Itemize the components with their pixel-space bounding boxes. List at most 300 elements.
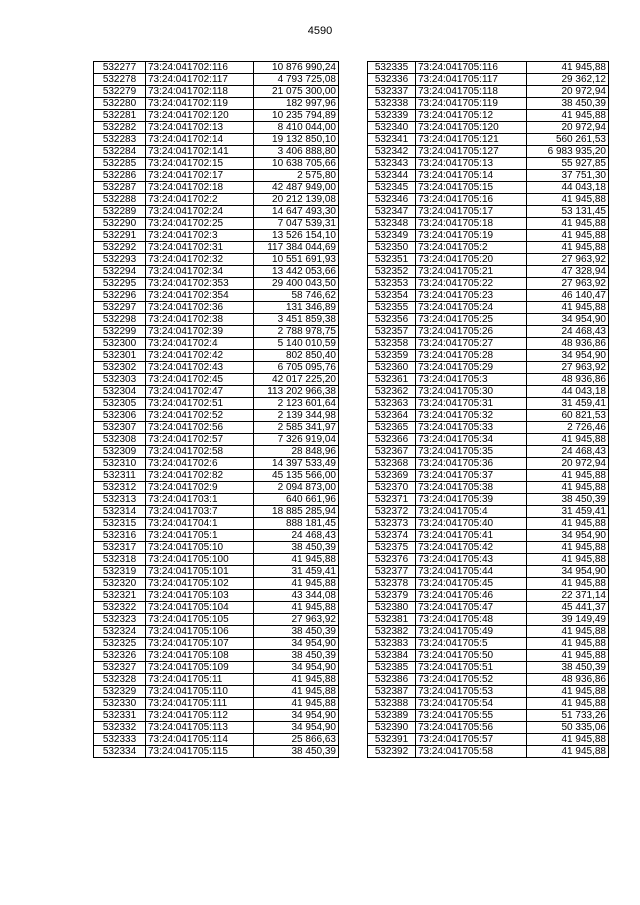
row-number-cell: 532311 (94, 470, 146, 482)
value-cell: 20 972,94 (527, 86, 609, 98)
cadastral-number-cell: 73:24:041705:117 (416, 74, 527, 86)
row-number-cell: 532295 (94, 278, 146, 290)
page-number: 4590 (307, 25, 333, 37)
cadastral-number-cell: 73:24:041702:58 (146, 446, 254, 458)
value-cell: 182 997,96 (254, 98, 339, 110)
cadastral-number-cell: 73:24:041705:114 (146, 734, 254, 746)
row-number-cell: 532330 (94, 698, 146, 710)
table-row (368, 602, 609, 614)
value-cell: 8 410 044,00 (254, 122, 339, 134)
cadastral-number-cell: 73:24:041702:39 (146, 326, 254, 338)
table-row (368, 362, 609, 374)
table-row (368, 566, 609, 578)
cadastral-number-cell: 73:24:041705:13 (416, 158, 527, 170)
table-row (94, 578, 339, 590)
table-row (368, 506, 609, 518)
cadastral-number-cell: 73:24:041702:25 (146, 218, 254, 230)
cadastral-number-cell: 73:24:041705:121 (416, 134, 527, 146)
row-number-cell: 532357 (368, 326, 416, 338)
cadastral-number-cell: 73:24:041705:28 (416, 350, 527, 362)
table-row (368, 458, 609, 470)
table-row (94, 62, 339, 74)
value-cell: 2 139 344,98 (254, 410, 339, 422)
cadastral-number-cell: 73:24:041705:50 (416, 650, 527, 662)
cadastral-number-cell: 73:24:041705:58 (416, 746, 527, 758)
row-number-cell: 532301 (94, 350, 146, 362)
cadastral-number-cell: 73:24:041702:116 (146, 62, 254, 74)
row-number-cell: 532329 (94, 686, 146, 698)
row-number-cell: 532318 (94, 554, 146, 566)
value-cell: 51 733,26 (527, 710, 609, 722)
cadastral-number-cell: 73:24:041705:108 (146, 650, 254, 662)
value-cell: 21 075 300,00 (254, 86, 339, 98)
table-row (94, 374, 339, 386)
value-cell: 48 936,86 (527, 374, 609, 386)
table-row (368, 326, 609, 338)
row-number-cell: 532368 (368, 458, 416, 470)
cadastral-number-cell: 73:24:041705:43 (416, 554, 527, 566)
row-number-cell: 532314 (94, 506, 146, 518)
table-row (94, 302, 339, 314)
value-cell: 41 945,88 (527, 434, 609, 446)
table-row (94, 650, 339, 662)
table-row (368, 254, 609, 266)
cadastral-number-cell: 73:24:041702:119 (146, 98, 254, 110)
table-row (94, 218, 339, 230)
table-row (94, 518, 339, 530)
table-row (94, 230, 339, 242)
cadastral-number-cell: 73:24:041702:34 (146, 266, 254, 278)
cadastral-number-cell: 73:24:041702:38 (146, 314, 254, 326)
cadastral-number-cell: 73:24:041705:105 (146, 614, 254, 626)
table-row (94, 290, 339, 302)
value-cell: 24 468,43 (254, 530, 339, 542)
value-cell: 117 384 044,69 (254, 242, 339, 254)
table-row (94, 266, 339, 278)
row-number-cell: 532388 (368, 698, 416, 710)
cadastral-number-cell: 73:24:041705:107 (146, 638, 254, 650)
row-number-cell: 532382 (368, 626, 416, 638)
row-number-cell: 532355 (368, 302, 416, 314)
table-row (94, 434, 339, 446)
cadastral-number-cell: 73:24:041702:118 (146, 86, 254, 98)
value-cell: 2 726,46 (527, 422, 609, 434)
cadastral-number-cell: 73:24:041705:27 (416, 338, 527, 350)
value-cell: 41 945,88 (527, 518, 609, 530)
value-cell: 38 450,39 (254, 650, 339, 662)
row-number-cell: 532325 (94, 638, 146, 650)
cadastral-number-cell: 73:24:041705:3 (416, 374, 527, 386)
row-number-cell: 532354 (368, 290, 416, 302)
table-row (94, 662, 339, 674)
value-cell: 34 954,90 (254, 638, 339, 650)
value-cell: 131 346,89 (254, 302, 339, 314)
cadastral-number-cell: 73:24:041702:51 (146, 398, 254, 410)
table-row (368, 698, 609, 710)
row-number-cell: 532320 (94, 578, 146, 590)
cadastral-number-cell: 73:24:041702:14 (146, 134, 254, 146)
table-row (94, 170, 339, 182)
row-number-cell: 532370 (368, 482, 416, 494)
value-cell: 640 661,96 (254, 494, 339, 506)
row-number-cell: 532345 (368, 182, 416, 194)
table-row (368, 302, 609, 314)
row-number-cell: 532367 (368, 446, 416, 458)
value-cell: 7 326 919,04 (254, 434, 339, 446)
table-row (368, 74, 609, 86)
cadastral-number-cell: 73:24:041705:52 (416, 674, 527, 686)
table-row (94, 422, 339, 434)
cadastral-number-cell: 73:24:041705:34 (416, 434, 527, 446)
row-number-cell: 532294 (94, 266, 146, 278)
table-row (94, 158, 339, 170)
value-cell: 29 400 043,50 (254, 278, 339, 290)
row-number-cell: 532321 (94, 590, 146, 602)
value-cell: 31 459,41 (254, 566, 339, 578)
table-row (368, 314, 609, 326)
row-number-cell: 532344 (368, 170, 416, 182)
value-cell: 41 945,88 (527, 230, 609, 242)
row-number-cell: 532363 (368, 398, 416, 410)
value-cell: 41 945,88 (527, 638, 609, 650)
row-number-cell: 532337 (368, 86, 416, 98)
cadastral-number-cell: 73:24:041705:110 (146, 686, 254, 698)
row-number-cell: 532280 (94, 98, 146, 110)
cadastral-number-cell: 73:24:041705:35 (416, 446, 527, 458)
table-row (368, 206, 609, 218)
cadastral-number-cell: 73:24:041702:57 (146, 434, 254, 446)
cadastral-number-cell: 73:24:041705:53 (416, 686, 527, 698)
cadastral-number-cell: 73:24:041705:112 (146, 710, 254, 722)
value-cell: 38 450,39 (254, 626, 339, 638)
table-row (368, 494, 609, 506)
value-cell: 27 963,92 (527, 362, 609, 374)
value-cell: 41 945,88 (254, 578, 339, 590)
value-cell: 41 945,88 (254, 602, 339, 614)
row-number-cell: 532300 (94, 338, 146, 350)
value-cell: 41 945,88 (527, 578, 609, 590)
table-row (368, 542, 609, 554)
cadastral-number-cell: 73:24:041705:32 (416, 410, 527, 422)
row-number-cell: 532296 (94, 290, 146, 302)
value-cell: 41 945,88 (527, 242, 609, 254)
row-number-cell: 532287 (94, 182, 146, 194)
cadastral-number-cell: 73:24:041704:1 (146, 518, 254, 530)
row-number-cell: 532383 (368, 638, 416, 650)
cadastral-number-cell: 73:24:041705:19 (416, 230, 527, 242)
table-row (368, 446, 609, 458)
cadastral-number-cell: 73:24:041705:54 (416, 698, 527, 710)
row-number-cell: 532352 (368, 266, 416, 278)
cadastral-number-cell: 73:24:041705:39 (416, 494, 527, 506)
row-number-cell: 532297 (94, 302, 146, 314)
table-row (368, 386, 609, 398)
row-number-cell: 532333 (94, 734, 146, 746)
value-cell: 2 123 601,64 (254, 398, 339, 410)
row-number-cell: 532375 (368, 542, 416, 554)
cadastral-number-cell: 73:24:041702:3 (146, 230, 254, 242)
row-number-cell: 532277 (94, 62, 146, 74)
row-number-cell: 532380 (368, 602, 416, 614)
value-cell: 34 954,90 (527, 350, 609, 362)
cadastral-number-cell: 73:24:041705:25 (416, 314, 527, 326)
table-row (94, 350, 339, 362)
table-row (368, 350, 609, 362)
cadastral-number-cell: 73:24:041705:23 (416, 290, 527, 302)
cadastral-number-cell: 73:24:041705:5 (416, 638, 527, 650)
table-row (94, 614, 339, 626)
value-cell: 41 945,88 (527, 650, 609, 662)
cadastral-number-cell: 73:24:041702:42 (146, 350, 254, 362)
value-cell: 34 954,90 (527, 314, 609, 326)
cadastral-number-cell: 73:24:041705:115 (146, 746, 254, 758)
row-number-cell: 532373 (368, 518, 416, 530)
table-row (94, 254, 339, 266)
value-cell: 41 945,88 (527, 482, 609, 494)
cadastral-number-cell: 73:24:041702:353 (146, 278, 254, 290)
value-cell: 802 850,40 (254, 350, 339, 362)
table-row (94, 566, 339, 578)
value-cell: 44 043,18 (527, 386, 609, 398)
cadastral-number-cell: 73:24:041705:12 (416, 110, 527, 122)
table-row (94, 734, 339, 746)
value-cell: 10 876 990,24 (254, 62, 339, 74)
table-row (94, 458, 339, 470)
value-cell: 50 335,06 (527, 722, 609, 734)
row-number-cell: 532304 (94, 386, 146, 398)
table-row (368, 662, 609, 674)
table-row (94, 542, 339, 554)
cadastral-number-cell: 73:24:041702:4 (146, 338, 254, 350)
cadastral-number-cell: 73:24:041702:43 (146, 362, 254, 374)
cadastral-number-cell: 73:24:041705:42 (416, 542, 527, 554)
cadastral-number-cell: 73:24:041705:111 (146, 698, 254, 710)
row-number-cell: 532322 (94, 602, 146, 614)
cadastral-number-cell: 73:24:041705:47 (416, 602, 527, 614)
table-row (94, 626, 339, 638)
table-row (94, 242, 339, 254)
cadastral-number-cell: 73:24:041705:46 (416, 590, 527, 602)
value-cell: 31 459,41 (527, 506, 609, 518)
table-row (368, 650, 609, 662)
row-number-cell: 532341 (368, 134, 416, 146)
cadastral-number-cell: 73:24:041705:103 (146, 590, 254, 602)
table-row (94, 278, 339, 290)
value-cell: 53 131,45 (527, 206, 609, 218)
row-number-cell: 532299 (94, 326, 146, 338)
table-row (94, 686, 339, 698)
value-cell: 41 945,88 (527, 302, 609, 314)
value-cell: 31 459,41 (527, 398, 609, 410)
row-number-cell: 532290 (94, 218, 146, 230)
row-number-cell: 532342 (368, 146, 416, 158)
table-row (94, 494, 339, 506)
table-row (368, 62, 609, 74)
row-number-cell: 532338 (368, 98, 416, 110)
row-number-cell: 532319 (94, 566, 146, 578)
value-cell: 2 575,80 (254, 170, 339, 182)
cadastral-number-cell: 73:24:041702:47 (146, 386, 254, 398)
table-row (94, 314, 339, 326)
row-number-cell: 532389 (368, 710, 416, 722)
value-cell: 42 017 225,20 (254, 374, 339, 386)
cadastral-number-cell: 73:24:041702:52 (146, 410, 254, 422)
value-cell: 27 963,92 (527, 254, 609, 266)
row-number-cell: 532385 (368, 662, 416, 674)
row-number-cell: 532316 (94, 530, 146, 542)
row-number-cell: 532362 (368, 386, 416, 398)
value-cell: 113 202 966,38 (254, 386, 339, 398)
row-number-cell: 532323 (94, 614, 146, 626)
cadastral-number-cell: 73:24:041705:4 (416, 506, 527, 518)
table-row (368, 182, 609, 194)
value-cell: 41 945,88 (527, 110, 609, 122)
table-row (94, 206, 339, 218)
table-row (368, 626, 609, 638)
table-row (94, 482, 339, 494)
row-number-cell: 532303 (94, 374, 146, 386)
row-number-cell: 532332 (94, 722, 146, 734)
row-number-cell: 532346 (368, 194, 416, 206)
cadastral-number-cell: 73:24:041705:56 (416, 722, 527, 734)
cadastral-number-cell: 73:24:041705:119 (416, 98, 527, 110)
row-number-cell: 532286 (94, 170, 146, 182)
cadastral-number-cell: 73:24:041702:13 (146, 122, 254, 134)
cadastral-number-cell: 73:24:041705:57 (416, 734, 527, 746)
row-number-cell: 532307 (94, 422, 146, 434)
table-row (368, 746, 609, 758)
table-row (94, 338, 339, 350)
table-row (94, 746, 339, 758)
row-number-cell: 532289 (94, 206, 146, 218)
value-cell: 48 936,86 (527, 674, 609, 686)
value-cell: 25 866,63 (254, 734, 339, 746)
row-number-cell: 532331 (94, 710, 146, 722)
value-cell: 34 954,90 (527, 530, 609, 542)
row-number-cell: 532349 (368, 230, 416, 242)
table-row (368, 122, 609, 134)
cadastral-number-cell: 73:24:041705:36 (416, 458, 527, 470)
row-number-cell: 532315 (94, 518, 146, 530)
value-cell: 41 945,88 (527, 698, 609, 710)
row-number-cell: 532361 (368, 374, 416, 386)
value-cell: 55 927,85 (527, 158, 609, 170)
row-number-cell: 532381 (368, 614, 416, 626)
cadastral-number-cell: 73:24:041705:11 (146, 674, 254, 686)
row-number-cell: 532364 (368, 410, 416, 422)
table-row (94, 74, 339, 86)
row-number-cell: 532377 (368, 566, 416, 578)
row-number-cell: 532317 (94, 542, 146, 554)
table-row (94, 506, 339, 518)
table-row (368, 110, 609, 122)
table-row (94, 134, 339, 146)
value-cell: 24 468,43 (527, 326, 609, 338)
row-number-cell: 532291 (94, 230, 146, 242)
cadastral-number-cell: 73:24:041702:82 (146, 470, 254, 482)
cadastral-number-cell: 73:24:041705:38 (416, 482, 527, 494)
value-cell: 41 945,88 (254, 674, 339, 686)
value-cell: 10 235 794,89 (254, 110, 339, 122)
cadastral-number-cell: 73:24:041705:16 (416, 194, 527, 206)
value-cell: 41 945,88 (527, 194, 609, 206)
row-number-cell: 532313 (94, 494, 146, 506)
value-cell: 2 788 978,75 (254, 326, 339, 338)
row-number-cell: 532334 (94, 746, 146, 758)
cadastral-number-cell: 73:24:041702:117 (146, 74, 254, 86)
row-number-cell: 532371 (368, 494, 416, 506)
value-cell: 34 954,90 (254, 662, 339, 674)
cadastral-number-cell: 73:24:041702:24 (146, 206, 254, 218)
row-number-cell: 532374 (368, 530, 416, 542)
row-number-cell: 532324 (94, 626, 146, 638)
table-row (368, 410, 609, 422)
table-row (94, 674, 339, 686)
cadastral-number-cell: 73:24:041702:18 (146, 182, 254, 194)
cadastral-number-cell: 73:24:041705:17 (416, 206, 527, 218)
cadastral-number-cell: 73:24:041705:120 (416, 122, 527, 134)
cadastral-number-cell: 73:24:041702:56 (146, 422, 254, 434)
table-row (368, 230, 609, 242)
table-row (94, 722, 339, 734)
row-number-cell: 532343 (368, 158, 416, 170)
value-cell: 34 954,90 (527, 566, 609, 578)
table-row (368, 218, 609, 230)
row-number-cell: 532378 (368, 578, 416, 590)
table-row (368, 86, 609, 98)
cadastral-number-cell: 73:24:041705:10 (146, 542, 254, 554)
value-cell: 7 047 539,31 (254, 218, 339, 230)
cadastral-number-cell: 73:24:041702:120 (146, 110, 254, 122)
value-cell: 560 261,53 (527, 134, 609, 146)
table-row (368, 470, 609, 482)
cadastral-number-cell: 73:24:041705:26 (416, 326, 527, 338)
cadastral-number-cell: 73:24:041705:2 (416, 242, 527, 254)
value-cell: 18 885 285,94 (254, 506, 339, 518)
table-row (368, 518, 609, 530)
table-row (94, 446, 339, 458)
cadastral-number-cell: 73:24:041702:9 (146, 482, 254, 494)
value-cell: 41 945,88 (527, 218, 609, 230)
value-cell: 41 945,88 (527, 542, 609, 554)
row-number-cell: 532369 (368, 470, 416, 482)
row-number-cell: 532306 (94, 410, 146, 422)
cadastral-number-cell: 73:24:041705:15 (416, 182, 527, 194)
value-cell: 6 705 095,76 (254, 362, 339, 374)
table-row (94, 386, 339, 398)
value-cell: 20 972,94 (527, 458, 609, 470)
row-number-cell: 532356 (368, 314, 416, 326)
value-cell: 34 954,90 (254, 710, 339, 722)
row-number-cell: 532384 (368, 650, 416, 662)
value-cell: 3 451 859,38 (254, 314, 339, 326)
table-row (368, 374, 609, 386)
table-row (368, 722, 609, 734)
cadastral-number-cell: 73:24:041705:31 (416, 398, 527, 410)
table-row (368, 530, 609, 542)
value-cell: 47 328,94 (527, 266, 609, 278)
cadastral-number-cell: 73:24:041702:2 (146, 194, 254, 206)
table-row (368, 134, 609, 146)
cadastral-number-cell: 73:24:041702:32 (146, 254, 254, 266)
value-cell: 41 945,88 (527, 686, 609, 698)
value-cell: 2 585 341,97 (254, 422, 339, 434)
table-row (368, 734, 609, 746)
cadastral-number-cell: 73:24:041705:21 (416, 266, 527, 278)
cadastral-number-cell: 73:24:041702:31 (146, 242, 254, 254)
value-cell: 41 945,88 (527, 734, 609, 746)
row-number-cell: 532288 (94, 194, 146, 206)
